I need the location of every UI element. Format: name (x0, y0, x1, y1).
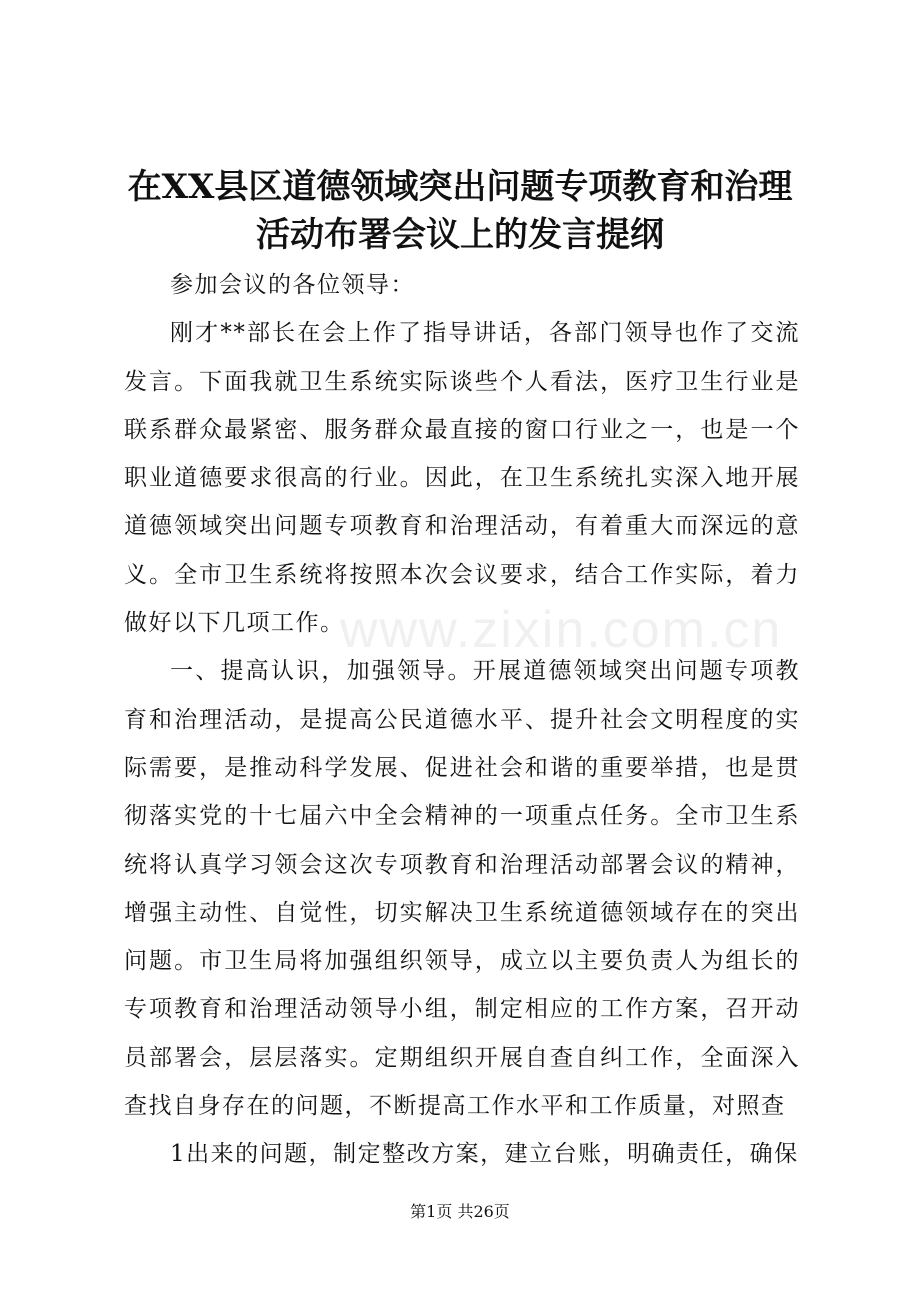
title-line-1: 在XX县区道德领域突出问题专项教育和治理 (127, 167, 793, 207)
page-footer: 第1页 共26页 (410, 1202, 510, 1221)
document-title (100, 163, 820, 259)
watermark: www.zixin.com.cn (340, 601, 783, 659)
salutation-paragraph: 参加会议的各位领导： (170, 272, 415, 298)
title-line-2: 活动布署会议上的发言提纲 (256, 215, 664, 255)
document-body (124, 261, 800, 1179)
continuation-paragraph: 1出来的问题，制定整改方案，建立台账，明确责任，确保 (170, 1141, 799, 1168)
section-one-paragraph: 一、提高认识，加强领导。开展道德领域突出问题专项教育和治理活动，是提高公民道德水平、提升社会文明程度的实际需要，是推动科学发展、促进社会和谐的重要举措，也是贯彻落实党的十七届六中全会精神的一项重点任务。全市卫生系统将认真学习领会这次专项教育和治理活动部署会议的精神，增强主动性、自觉性，切实解决卫生系统道德领域存在的突出问题。市卫生局将加强组织领导，成立以主要负责人为组长的专项教育和治理活动领导小组，制定相应的工作方案，召开动员部署会，层层落实。定期组织开展自查自纠工作，全面深入查找自身存在的问题，不断提高工作水平和工作质量，对照查 (124, 658, 800, 1120)
intro-paragraph: 刚才**部长在会上作了指导讲话，各部门领导也作了交流发言。下面我就卫生系统实际谈些个人看法，医疗卫生行业是联系群众最紧密、服务群众最直接的窗口行业之一，也是一个职业道德要求很高的行业。因此，在卫生系统扎实深入地开展道德领域突出问题专项教育和治理活动，有着重大而深远的意义。全市卫生系统将按照本次会议要求，结合工作实际，着力做好以下几项工作。 (124, 320, 800, 637)
